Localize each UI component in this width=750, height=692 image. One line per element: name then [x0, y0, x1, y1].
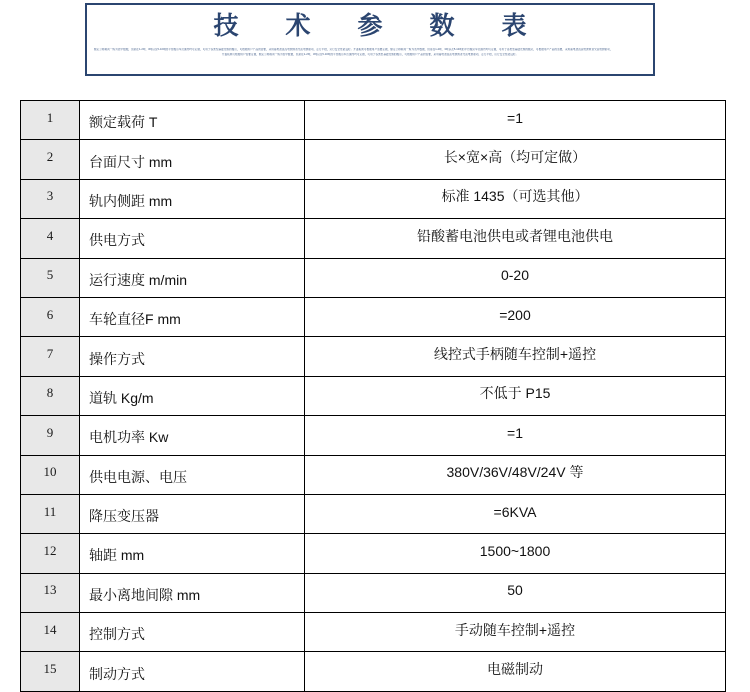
row-index-cell: 7 [21, 337, 80, 376]
parameter-name-cell: 额定载荷 T [80, 101, 305, 140]
row-index-cell: 11 [21, 494, 80, 533]
row-index-cell: 13 [21, 573, 80, 612]
row-index-cell: 3 [21, 179, 80, 218]
parameter-name-cell: 车轮直径F mm [80, 297, 305, 336]
banner-subtitle-line-2: 开盖板或可根据用户需要定做，额定公称载荷一般为表中数据，但是在1-2吨、3吨以及5-10吨的平台搬运车范围内均可定做，可用于各类型基础设施的搬运，可根据用户产品的需要，采用蓄电池直流电源或者交流电源驱动，走行平稳，运行安全性能良好。 [221, 52, 519, 56]
table-row [21, 376, 726, 415]
parameter-name-cell: 供电方式 [80, 219, 305, 258]
parameter-value-cell: 0-20 [305, 258, 726, 297]
technical-parameters-table [20, 100, 726, 692]
parameter-name-cell: 道轨 Kg/m [80, 376, 305, 415]
header-banner [85, 3, 655, 76]
parameter-value-cell: 1500~1800 [305, 534, 726, 573]
page-title: 技 术 参 数 表 [213, 13, 538, 40]
parameter-value-cell: =6KVA [305, 494, 726, 533]
row-index-cell: 6 [21, 297, 80, 336]
parameter-name-cell: 轴距 mm [80, 534, 305, 573]
row-index-cell: 1 [21, 101, 80, 140]
parameter-value-cell: 50 [305, 573, 726, 612]
parameter-value-cell: 不低于 P15 [305, 376, 726, 415]
parameter-name-cell: 操作方式 [80, 337, 305, 376]
parameter-value-cell: 铅酸蓄电池供电或者锂电池供电 [305, 219, 726, 258]
row-index-cell: 12 [21, 534, 80, 573]
row-index-cell: 8 [21, 376, 80, 415]
table-row [21, 219, 726, 258]
parameter-name-cell: 降压变压器 [80, 494, 305, 533]
parameter-value-cell: 标准 1435（可选其他） [305, 179, 726, 218]
parameter-value-cell: =200 [305, 297, 726, 336]
table-row [21, 455, 726, 494]
parameter-value-cell: 380V/36V/48V/24V 等 [305, 455, 726, 494]
table-row [21, 101, 726, 140]
row-index-cell: 15 [21, 652, 80, 691]
table-row [21, 652, 726, 691]
table-row [21, 494, 726, 533]
parameter-value-cell: 电磁制动 [305, 652, 726, 691]
table-row [21, 179, 726, 218]
row-index-cell: 10 [21, 455, 80, 494]
parameter-value-cell: 长×宽×高（均可定做） [305, 140, 726, 179]
table-row [21, 416, 726, 455]
row-index-cell: 4 [21, 219, 80, 258]
table-body [21, 101, 726, 692]
table-row [21, 534, 726, 573]
parameter-name-cell: 控制方式 [80, 613, 305, 652]
table-row [21, 140, 726, 179]
table-row [21, 258, 726, 297]
parameter-value-cell: 手动随车控制+遥控 [305, 613, 726, 652]
row-index-cell: 5 [21, 258, 80, 297]
parameter-name-cell: 电机功率 Kw [80, 416, 305, 455]
parameter-name-cell: 轨内侧距 mm [80, 179, 305, 218]
parameter-value-cell: 线控式手柄随车控制+遥控 [305, 337, 726, 376]
parameter-value-cell: =1 [305, 101, 726, 140]
parameter-name-cell: 制动方式 [80, 652, 305, 691]
banner-subtitle-line-1: 额定公称载荷一般为表中数据，但是在1-2吨、3吨以及5-10吨的平台搬运车范围内均可定做，可用于各类型基础设施的搬运，可根据用户产品的需要，采用蓄电池直流电源或者交流电源驱动，走行平稳，运行安全性能良好。开盖板或可根据用户需要定做，额定公称载荷一般为表中数据，但是在1-2吨、3吨以及5-10吨的平台搬运车范围内均可定做，可用于各类型基础设施的搬运，可根据用户产品的需要，采用蓄电池直流电源或者交流电源驱动， [94, 48, 613, 51]
parameter-name-cell: 供电电源、电压 [80, 455, 305, 494]
row-index-cell: 14 [21, 613, 80, 652]
parameter-name-cell: 运行速度 m/min [80, 258, 305, 297]
parameter-name-cell: 最小离地间隙 mm [80, 573, 305, 612]
table-row [21, 613, 726, 652]
table-row [21, 337, 726, 376]
parameter-value-cell: =1 [305, 416, 726, 455]
row-index-cell: 9 [21, 416, 80, 455]
row-index-cell: 2 [21, 140, 80, 179]
parameter-name-cell: 台面尺寸 mm [80, 140, 305, 179]
table-row [21, 573, 726, 612]
table-row [21, 297, 726, 336]
banner-subtitle [87, 48, 653, 58]
